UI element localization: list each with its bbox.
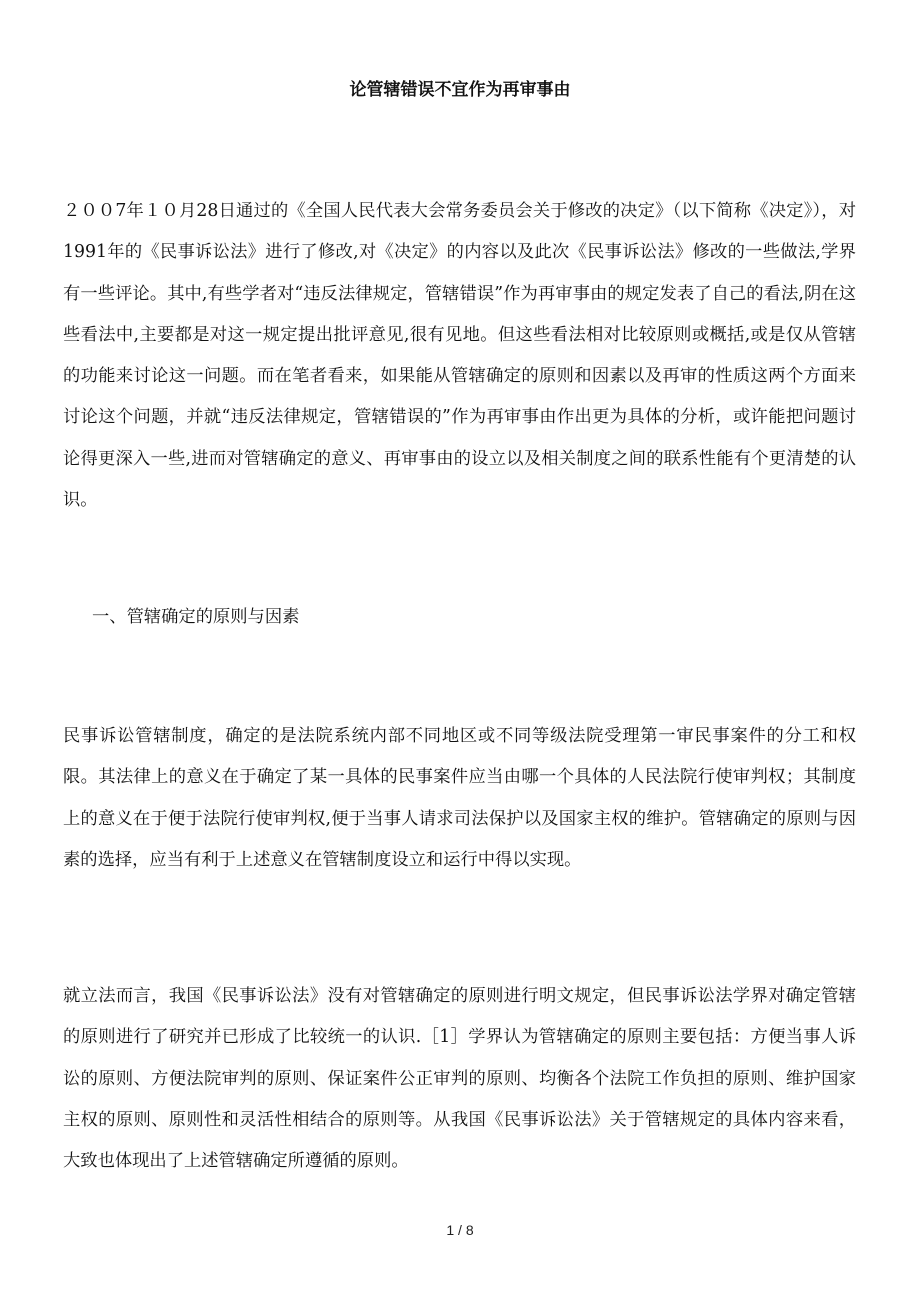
section-heading: 一、管辖确定的原则与因素	[92, 607, 300, 627]
document-title: 论管辖错误不宜作为再审事由	[349, 80, 571, 100]
body-paragraph: 民事诉讼管辖制度，确定的是法院系统内部不同地区或不同等级法院受理第一审民事案件的分工和权限。其法律上的意义在于确定了某一具体的民事案件应当由哪一个具体的人民法院行使审判权；其制度上的意义在于便于法院行使审判权,便于当事人请求司法保护以及国家主权的维护。管辖确定的原则与因素的选择，应当有利于上述意义在管辖制度设立和运行中得以实现。	[63, 726, 856, 870]
body-paragraph: 就立法而言，我国《民事诉讼法》没有对管辖确定的原则进行明文规定，但民事诉讼法学界对确定管辖的原则进行了研究并已形成了比较统一的认识.［1］学界认为管辖确定的原则主要包括：方便当事人诉讼的原则、方便法院审判的原则、保证案件公正审判的原则、均衡各个法院工作负担的原则、维护国家主权的原则、原则性和灵活性相结合的原则等。从我国《民事诉讼法》关于管辖规定的具体内容来看，大致也体现出了上述管辖确定所遵循的原则。	[63, 986, 856, 1172]
intro-paragraph: ２００7年１０月28日通过的《全国人民代表大会常务委员会关于修改的决定》（以下简称《决定》），对1991年的《民事诉讼法》进行了修改,对《决定》的内容以及此次《民事诉讼法》修改的一些做法,学界有一些评论。其中,有些学者对“违反法律规定，管辖错误”作为再审事由的规定发表了自己的看法,阴在这些看法中,主要都是对这一规定提出批评意见,很有见地。但这些看法相对比较原则或概括,或是仅从管辖的功能来讨论这一问题。而在笔者看来，如果能从管辖确定的原则和因素以及再审的性质这两个方面来讨论这个问题，并就“违反法律规定，管辖错误的”作为再审事由作出更为具体的分析，或许能把问题讨论得更深入一些,进而对管辖确定的意义、再审事由的设立以及相关制度之间的联系性能有个更清楚的认识。	[63, 201, 856, 511]
page-number: 1 / 8	[446, 1222, 474, 1238]
